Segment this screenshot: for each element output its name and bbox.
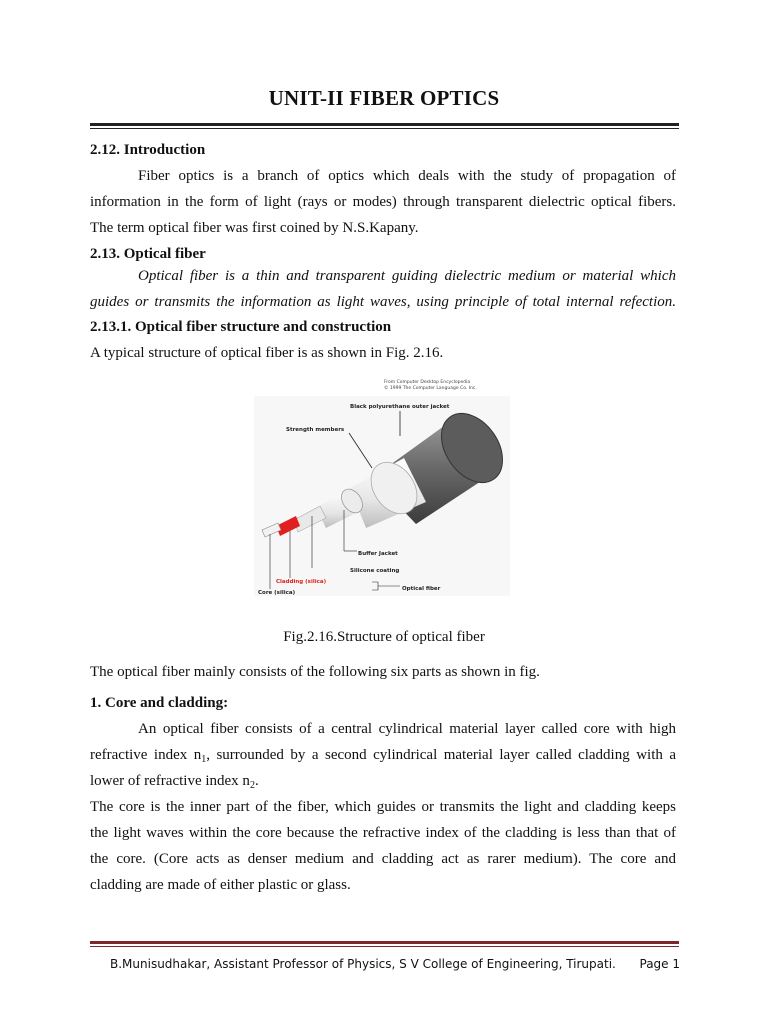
- title-rule: [90, 123, 679, 126]
- section-heading-introduction: 2.12. Introduction: [90, 142, 206, 158]
- label-core: Core (silica): [258, 590, 296, 596]
- page-footer: [110, 957, 680, 971]
- core-line-2: refractive index $n_1$, surrounded by a second cylindrical material layer called cladding with a: [90, 747, 676, 765]
- label-optical-fiber: Optical fiber: [402, 586, 441, 592]
- label-cladding: Cladding (silica): [276, 579, 327, 585]
- label-outer-jacket: Black polyurethane outer jacket: [350, 404, 450, 410]
- footer-author: B.Munisudhakar, Assistant Professor of Physics, S V College of Engineering, Tirupati.: [110, 957, 616, 971]
- core-para2-line-4: cladding are made of either plastic or glass.: [90, 877, 351, 893]
- definition-line-2: guides or transmits the information as light waves, using principle of total internal refection.: [90, 294, 676, 310]
- intro-line-2: information in the form of light (rays or modes) through transparent dielectric optical fibers.: [90, 194, 676, 210]
- intro-line-3: The term optical fiber was first coined by N.S.Kapany.: [90, 220, 419, 236]
- core-para2-line-1: The core is the inner part of the fiber, which guides or transmits the light and cladding keeps: [90, 799, 676, 815]
- footer-page-number: Page 1: [639, 957, 680, 971]
- label-strength-members: Strength members: [286, 427, 345, 433]
- section-heading-core-cladding: 1. Core and cladding:: [90, 695, 229, 711]
- figure-source-line-1: From Computer Desktop Encyclopedia: [384, 380, 471, 385]
- fiber-structure-figure: [254, 376, 510, 604]
- section-heading-optical-fiber: 2.13. Optical fiber: [90, 246, 206, 262]
- figure-caption: Fig.2.16.Structure of optical fiber: [283, 629, 485, 645]
- footer-rule: [90, 941, 679, 944]
- figure-source-line-2: © 1999 The Computer Language Co. Inc.: [384, 386, 477, 391]
- label-silicone-coating: Silicone coating: [350, 568, 400, 574]
- section-heading-structure: 2.13.1. Optical fiber structure and construction: [90, 319, 392, 335]
- core-para2-line-2: the light waves within the core because the refractive index of the cladding is less than that of: [90, 825, 676, 841]
- page-title: UNIT-II FIBER OPTICS: [268, 86, 500, 110]
- structure-text: A typical structure of optical fiber is as shown in Fig. 2.16.: [90, 345, 444, 361]
- footer-rule-thin: [90, 946, 679, 947]
- core-line-3: lower of refractive index $n_2$.: [90, 773, 259, 791]
- label-buffer-jacket: Buffer Jacket: [358, 551, 398, 557]
- core-para2-line-3: the core. (Core acts as denser medium and cladding act as rarer medium). The core and: [90, 851, 676, 867]
- title-rule-thin: [90, 128, 679, 129]
- intro-line-1: Fiber optics is a branch of optics which deals with the study of propagation of: [138, 168, 676, 184]
- core-line-1: An optical fiber consists of a central cylindrical material layer called core with high: [138, 721, 676, 737]
- definition-line-1: Optical fiber is a thin and transparent guiding dielectric medium or material which: [138, 268, 676, 284]
- six-parts-text: The optical fiber mainly consists of the following six parts as shown in fig.: [90, 664, 540, 680]
